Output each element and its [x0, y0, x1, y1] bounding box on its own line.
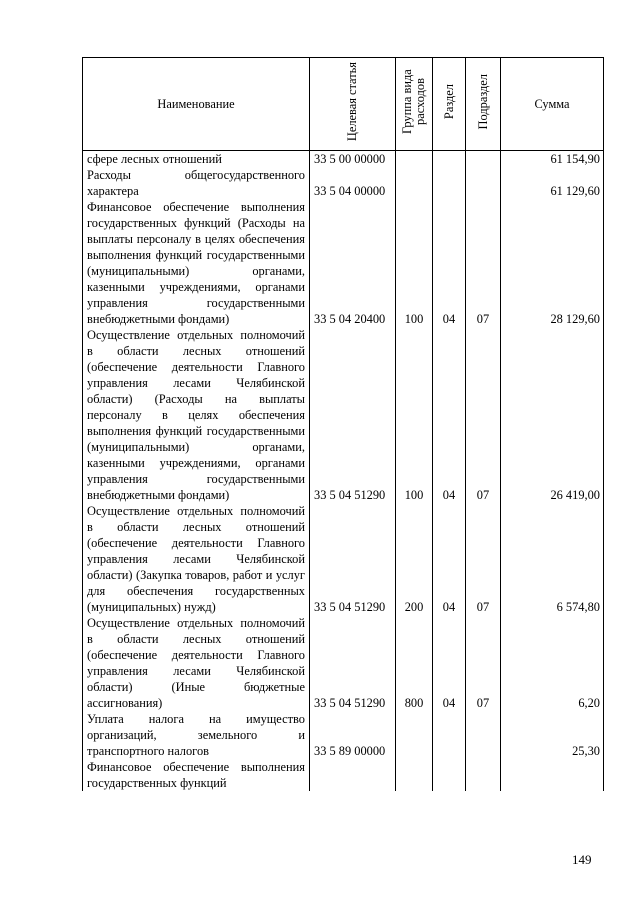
row-code: 33 5 04 00000 — [310, 167, 396, 199]
row-section — [433, 711, 466, 759]
row-code — [310, 759, 396, 791]
row-section — [433, 759, 466, 791]
table-row — [83, 199, 604, 327]
row-subsection: 07 — [466, 503, 501, 615]
row-section — [433, 151, 466, 168]
header-target: Целевая статья — [310, 58, 396, 151]
header-sum: Сумма — [501, 58, 604, 151]
table-row — [83, 759, 604, 791]
row-code: 33 5 04 51290 — [310, 503, 396, 615]
row-group: 100 — [396, 327, 433, 503]
row-code: 33 5 00 00000 — [310, 151, 396, 168]
table-row — [83, 327, 604, 503]
row-name: Расходы общегосударственного характера — [83, 167, 310, 199]
row-subsection — [466, 167, 501, 199]
row-section: 04 — [433, 615, 466, 711]
table-row — [83, 503, 604, 615]
table-row — [83, 615, 604, 711]
budget-table — [82, 57, 604, 791]
row-subsection: 07 — [466, 327, 501, 503]
row-group: 800 — [396, 615, 433, 711]
row-sum: 28 129,60 — [501, 199, 604, 327]
row-group — [396, 151, 433, 168]
row-subsection — [466, 759, 501, 791]
row-subsection — [466, 711, 501, 759]
row-section: 04 — [433, 199, 466, 327]
row-sum: 26 419,00 — [501, 327, 604, 503]
header-row — [83, 58, 604, 151]
row-section: 04 — [433, 503, 466, 615]
row-section: 04 — [433, 327, 466, 503]
row-group — [396, 167, 433, 199]
row-name: Финансовое обеспечение выполнения государственных функций (Расходы на выплаты персоналу в целях обеспечения выполнения функций государственными (муниципальными) органами, казенными учреждениями, органами управления государственными внебюджетными фондами) — [83, 199, 310, 327]
row-section — [433, 167, 466, 199]
header-name: Наименование — [83, 58, 310, 151]
row-name: Финансовое обеспечение выполнения государственных функций — [83, 759, 310, 791]
row-name: сфере лесных отношений — [83, 151, 310, 168]
row-group: 100 — [396, 199, 433, 327]
row-group: 200 — [396, 503, 433, 615]
row-code: 33 5 89 00000 — [310, 711, 396, 759]
row-name: Осуществление отдельных полномочий в области лесных отношений (обеспечение деятельности Главного управления лесами Челябинской области) (Закупка товаров, работ и услуг для обеспечения государственных (муниципальных) нужд) — [83, 503, 310, 615]
header-subsection: Подраздел — [466, 58, 501, 151]
table-row — [83, 167, 604, 199]
header-section: Раздел — [433, 58, 466, 151]
row-subsection: 07 — [466, 199, 501, 327]
row-group — [396, 759, 433, 791]
row-code: 33 5 04 20400 — [310, 199, 396, 327]
row-sum: 6,20 — [501, 615, 604, 711]
page-number: 149 — [572, 852, 592, 867]
row-subsection — [466, 151, 501, 168]
table-row — [83, 151, 604, 168]
table-row — [83, 711, 604, 759]
row-group — [396, 711, 433, 759]
row-sum: 61 129,60 — [501, 167, 604, 199]
row-code: 33 5 04 51290 — [310, 327, 396, 503]
row-name: Осуществление отдельных полномочий в области лесных отношений (обеспечение деятельности Главного управления лесами Челябинской области) (Иные бюджетные ассигнования) — [83, 615, 310, 711]
row-subsection: 07 — [466, 615, 501, 711]
header-group: Группа вида расходов — [396, 58, 433, 151]
row-name: Осуществление отдельных полномочий в области лесных отношений (обеспечение деятельности Главного управления лесами Челябинской области) (Расходы на выплаты персоналу в целях обеспечения выполнения функций государственными (муниципальными) органами, казенными учреждениями, органами управления государственными внебюджетными фондами) — [83, 327, 310, 503]
row-sum: 25,30 — [501, 711, 604, 759]
row-sum: 61 154,90 — [501, 151, 604, 168]
row-sum: 6 574,80 — [501, 503, 604, 615]
row-code: 33 5 04 51290 — [310, 615, 396, 711]
row-sum — [501, 759, 604, 791]
row-name: Уплата налога на имущество организаций, земельного и транспортного налогов — [83, 711, 310, 759]
